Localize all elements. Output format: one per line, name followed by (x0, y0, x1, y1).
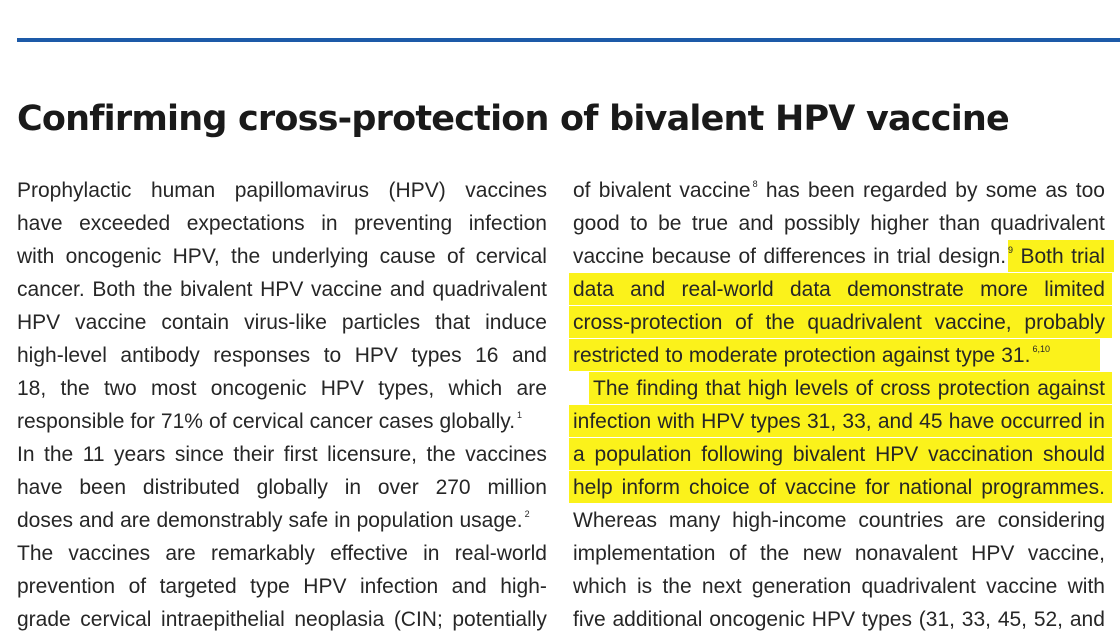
word: demonstrably (156, 509, 283, 532)
word: high- (500, 575, 547, 598)
body-text-line (573, 406, 1105, 438)
word: the (426, 443, 456, 466)
word: HPV (320, 377, 364, 400)
word: vaccine (75, 311, 147, 334)
word: of (855, 377, 874, 400)
word: be (658, 212, 682, 235)
word: HPV (971, 542, 1015, 565)
word: countries (858, 509, 944, 532)
word: in (334, 509, 351, 532)
word: oncogenic (65, 245, 162, 268)
word: in (873, 245, 890, 268)
word: national (898, 476, 973, 499)
word: vaccination (928, 443, 1034, 466)
reference-superscript[interactable]: 1 (517, 410, 523, 420)
word: The (593, 377, 630, 400)
word: is (636, 575, 653, 598)
word: five (573, 608, 606, 631)
body-text-line (573, 538, 1105, 570)
word: protection (783, 344, 876, 367)
word: 270 (435, 476, 471, 499)
word: because (651, 245, 732, 268)
word: prevention (17, 575, 116, 598)
word: to (665, 344, 683, 367)
word: underlying (271, 245, 369, 268)
word: with (657, 410, 695, 433)
word: over (377, 476, 419, 499)
word: quadrivalent (807, 311, 922, 334)
word: that (705, 377, 741, 400)
body-text-line (573, 241, 1105, 273)
word: and (451, 575, 487, 598)
word: additional (612, 608, 703, 631)
word: of (735, 311, 753, 334)
body-text-line (17, 175, 547, 207)
word: globally (256, 476, 328, 499)
article-title: Confirming cross-protection of bivalent HPV vaccine (17, 99, 1009, 139)
reference-superscript[interactable]: 8 (752, 179, 758, 189)
word: infection (359, 575, 439, 598)
word: inform (621, 476, 681, 499)
word: in (321, 212, 338, 235)
word: of (128, 575, 147, 598)
body-text-line (17, 373, 547, 405)
body-text-line (17, 241, 547, 273)
word: new (802, 542, 842, 565)
word: preventing (354, 212, 453, 235)
word: quadrivalent (861, 575, 976, 598)
word: the (44, 443, 74, 466)
header-rule (17, 38, 1120, 42)
word: oncogenic (709, 608, 805, 631)
word: responses (213, 344, 311, 367)
word: a (573, 443, 585, 466)
word: intraepithelial (161, 608, 285, 631)
body-text-line (573, 208, 1105, 240)
word: distributed (142, 476, 240, 499)
word: oncogenic (210, 377, 307, 400)
word: effective (330, 542, 408, 565)
word: possibly (784, 212, 860, 235)
word: of (758, 476, 777, 499)
word: data (789, 278, 831, 301)
word: vaccine (310, 278, 383, 301)
word: 45, (997, 608, 1028, 631)
word: cause (379, 245, 436, 268)
word: HPV (354, 344, 398, 367)
word: with (1067, 575, 1105, 598)
word: usage. $^2$ (459, 509, 530, 532)
word: vaccine, (934, 311, 1012, 334)
word: are (955, 509, 986, 532)
word: have (17, 476, 63, 499)
word: human (150, 179, 216, 202)
word: cross-protection (573, 311, 723, 334)
body-text-line (573, 439, 1105, 471)
word: in (344, 476, 362, 499)
reference-superscript[interactable]: 6,10 (1032, 344, 1050, 354)
word: their (233, 443, 275, 466)
word: help (573, 476, 613, 499)
word: globally. $^1$ (439, 410, 523, 433)
word: demonstrate (847, 278, 964, 301)
word: cross (880, 377, 931, 400)
word: type (955, 344, 996, 367)
word: good (573, 212, 620, 235)
word: bivalent (598, 179, 672, 202)
word: are (120, 509, 151, 532)
word: Both (92, 278, 136, 301)
word: In (17, 443, 35, 466)
word: cervical (80, 608, 152, 631)
body-text-line (17, 307, 547, 339)
word: exceeded (79, 212, 171, 235)
word: targeted (159, 575, 237, 598)
word: that (435, 311, 471, 334)
word: two (103, 377, 137, 400)
word: Prophylactic (17, 179, 132, 202)
word: in (423, 542, 440, 565)
word: vaccine, (1027, 542, 1105, 565)
word: against (1037, 377, 1105, 400)
word: cases (378, 410, 434, 433)
word: than (939, 212, 981, 235)
word: grade (17, 608, 71, 631)
word: vaccines (465, 443, 547, 466)
body-text-line (573, 340, 1105, 372)
body-text-line (17, 472, 547, 504)
word: and (877, 410, 913, 433)
word: 45 (919, 410, 943, 433)
word: most (150, 377, 197, 400)
word: trial (1071, 245, 1105, 268)
body-text-line (573, 505, 1105, 537)
word: remarkably (210, 542, 315, 565)
word: types (750, 410, 801, 433)
word: 16 (475, 344, 499, 367)
word: quadrivalent (432, 278, 547, 301)
word: of (573, 179, 591, 202)
word: regarded (862, 179, 948, 202)
word: are (516, 377, 547, 400)
word: HPV (811, 608, 855, 631)
word: (HPV) (388, 179, 446, 202)
word: by (955, 179, 978, 202)
word: 11 (82, 443, 105, 466)
body-text-line (573, 175, 1105, 207)
word: vaccine (785, 476, 857, 499)
word: infection (468, 212, 547, 235)
word: and (1069, 608, 1105, 631)
word: and (389, 278, 425, 301)
word: particles (341, 311, 421, 334)
word: doses (17, 509, 74, 532)
word: choice (688, 476, 750, 499)
word: safe (288, 509, 329, 532)
word: high (747, 377, 788, 400)
word: protection (937, 377, 1030, 400)
body-text-line (573, 307, 1105, 339)
word: contain (161, 311, 230, 334)
word: against (881, 344, 950, 367)
body-text-line (573, 274, 1105, 306)
word: vaccines (465, 179, 547, 202)
word: for (130, 410, 155, 433)
word: million (487, 476, 547, 499)
word: implementation (573, 542, 716, 565)
word: and (738, 212, 774, 235)
word: responsible (17, 410, 125, 433)
word: types (861, 608, 912, 631)
word: levels (794, 377, 849, 400)
word: have (948, 410, 995, 433)
word: too (1075, 179, 1105, 202)
word: have (17, 212, 63, 235)
word: occurred (1000, 410, 1083, 433)
body-text-line (17, 604, 547, 636)
reference-superscript[interactable]: 2 (524, 509, 530, 519)
word: expectations (186, 212, 305, 235)
word: been (79, 476, 127, 499)
word: of (446, 245, 465, 268)
word: with (17, 245, 55, 268)
word: of (738, 245, 756, 268)
word: trial (897, 245, 931, 268)
word: types (411, 344, 462, 367)
word: programmes. (981, 476, 1105, 499)
word: finding (636, 377, 699, 400)
word: papillomavirus (234, 179, 369, 202)
word: (CIN; (393, 608, 443, 631)
word: neoplasia (294, 608, 385, 631)
word: has (765, 179, 800, 202)
body-text-line (17, 538, 547, 570)
word: 31, (806, 410, 837, 433)
word: true (691, 212, 729, 235)
word: of (208, 410, 227, 433)
word: 33, (961, 608, 991, 631)
word: the (60, 377, 90, 400)
word: cancer. (17, 278, 85, 301)
body-text-line (17, 274, 547, 306)
body-text-line (17, 208, 547, 240)
word: which (573, 575, 627, 598)
word: and (79, 509, 115, 532)
word: cancer (309, 410, 373, 433)
word: vaccine (573, 245, 645, 268)
word: which (448, 377, 503, 400)
body-text-line (17, 340, 547, 372)
word: first (283, 443, 318, 466)
word: higher (870, 212, 929, 235)
body-text-line (17, 439, 547, 471)
word: 33, (842, 410, 872, 433)
body-text-line (17, 505, 547, 537)
word: licensure, (327, 443, 417, 466)
word: data (573, 278, 614, 301)
word: been (807, 179, 855, 202)
word: in (1088, 410, 1105, 433)
word: induce (485, 311, 547, 334)
word: cervical (232, 410, 304, 433)
word: HPV (303, 575, 347, 598)
word: Whereas (573, 509, 658, 532)
word: limited (1044, 278, 1105, 301)
word: years (114, 443, 166, 466)
word: high-level (17, 344, 107, 367)
word: type (250, 575, 290, 598)
reference-superscript[interactable]: 9 (1008, 245, 1014, 255)
word: cervical (475, 245, 547, 268)
word: virus-like (244, 311, 327, 334)
word: the (662, 575, 692, 598)
word: to (630, 212, 648, 235)
word: as (1045, 179, 1068, 202)
word: 71% (160, 410, 203, 433)
word: 52, (1033, 608, 1064, 631)
word: vaccine $^8$ (679, 179, 758, 202)
word: design. $^9$ (938, 245, 1014, 268)
word: HPV (701, 410, 745, 433)
word: nonavalent (854, 542, 958, 565)
body-text-line (573, 472, 1105, 504)
word: vaccines (68, 542, 151, 565)
word: potentially (452, 608, 547, 631)
word: the (231, 245, 261, 268)
word: 31. $^{6,10}$ (1001, 344, 1050, 367)
word: types, (378, 377, 435, 400)
word: (31, (918, 608, 955, 631)
word: since (174, 443, 224, 466)
word: differences (763, 245, 866, 268)
word: following (701, 443, 784, 466)
word: Both (1020, 245, 1064, 268)
body-text-line (573, 604, 1105, 636)
word: quadrivalent (990, 212, 1105, 235)
word: the (143, 278, 173, 301)
word: considering (997, 509, 1105, 532)
word: antibody (120, 344, 200, 367)
body-text-line (17, 406, 547, 438)
word: are (165, 542, 196, 565)
word: the (765, 311, 795, 334)
word: restricted (573, 344, 660, 367)
word: and (630, 278, 666, 301)
word: to (323, 344, 342, 367)
word: moderate (688, 344, 778, 367)
body-text-line (573, 373, 1105, 405)
body-text-line (573, 571, 1105, 603)
word: infection (573, 410, 652, 433)
word: HPV (260, 278, 304, 301)
word: probably (1024, 311, 1105, 334)
word: of (728, 542, 747, 565)
word: next (701, 575, 742, 598)
word: many (668, 509, 721, 532)
word: real-world (454, 542, 547, 565)
word: real-world (681, 278, 774, 301)
word: The (17, 542, 54, 565)
word: HPV, (172, 245, 220, 268)
word: population (356, 509, 454, 532)
word: 18, (17, 377, 47, 400)
word: bivalent (180, 278, 253, 301)
word: and (511, 344, 547, 367)
word: HPV (17, 311, 61, 334)
word: high-income (732, 509, 847, 532)
word: more (980, 278, 1028, 301)
word: for (865, 476, 890, 499)
word: bivalent (792, 443, 866, 466)
word: HPV (875, 443, 919, 466)
word: some (985, 179, 1038, 202)
word: should (1043, 443, 1105, 466)
word: vaccine (986, 575, 1058, 598)
word: population (594, 443, 692, 466)
body-text-line (17, 571, 547, 603)
word: the (760, 542, 790, 565)
word: generation (751, 575, 852, 598)
